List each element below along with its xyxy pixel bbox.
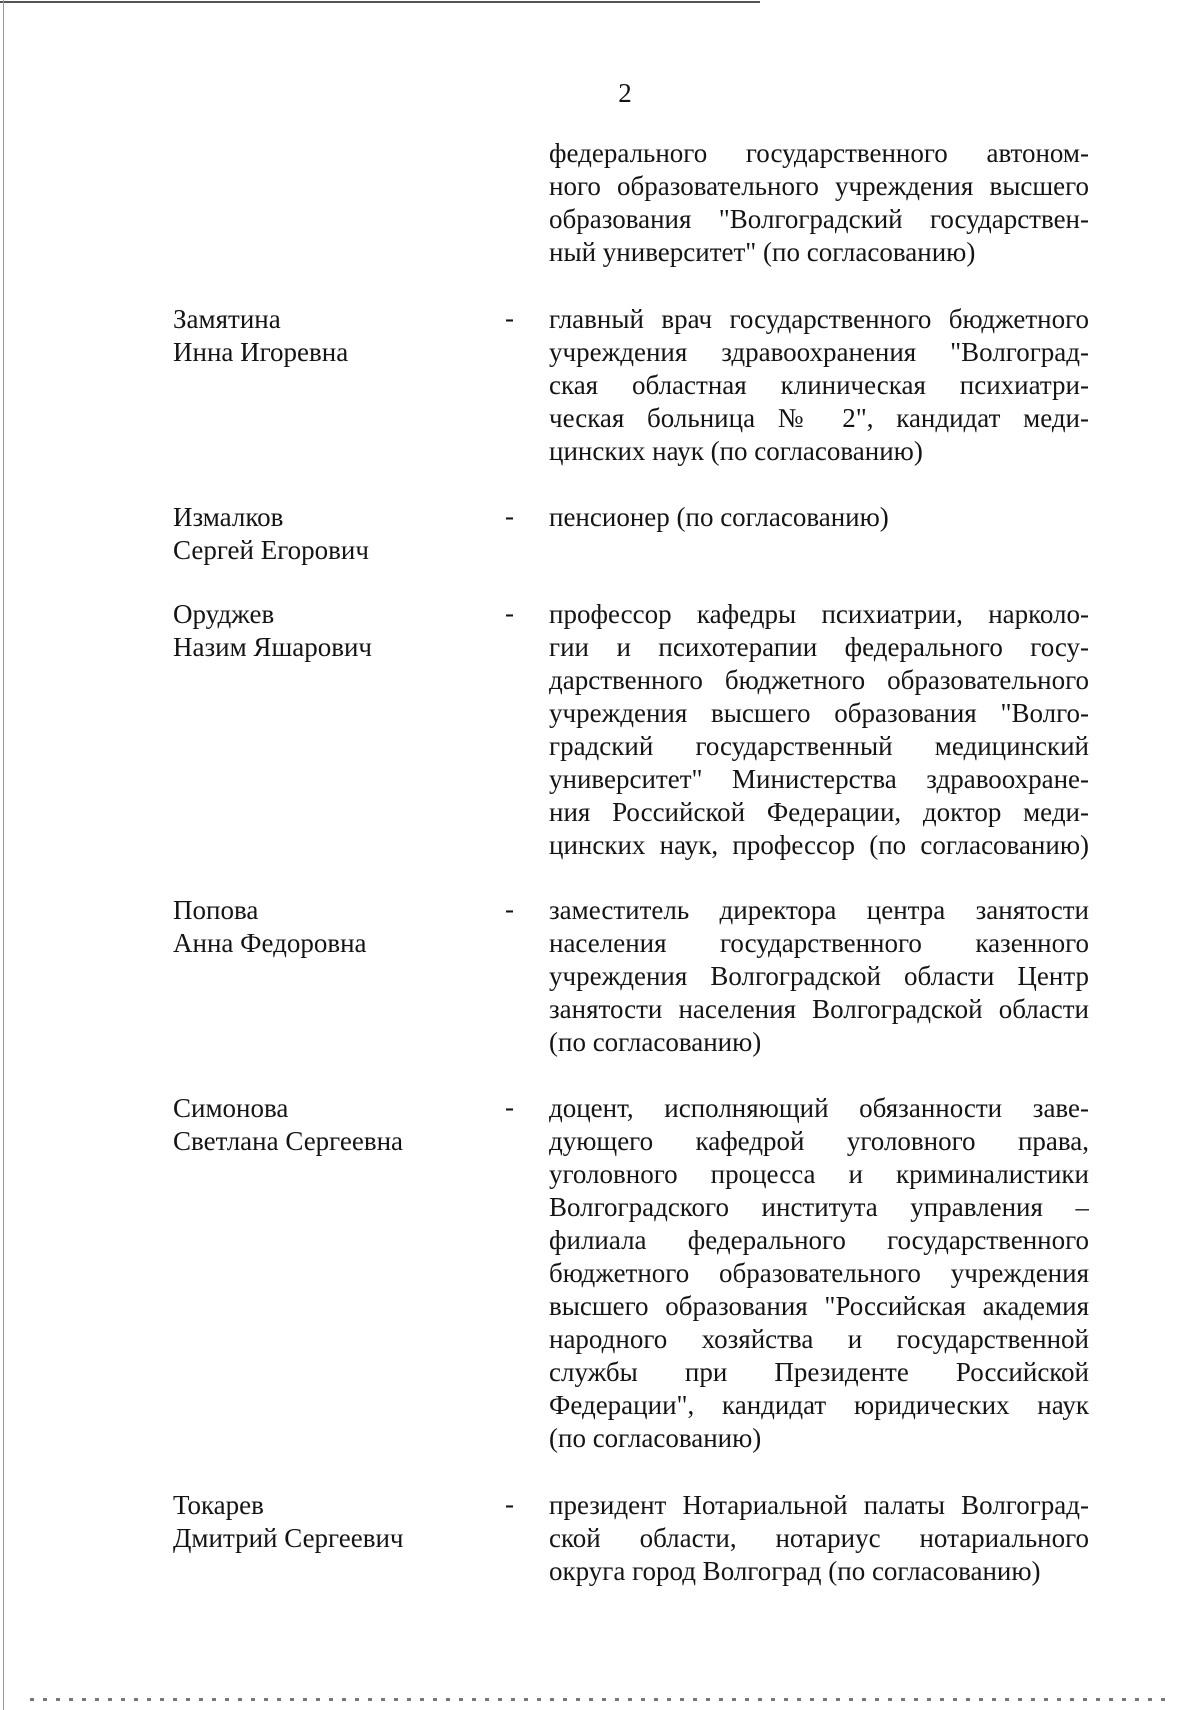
member-given-name: Дмитрий Сергеевич: [173, 1523, 404, 1553]
description-line: бюджетного образовательного учреждения: [549, 1258, 1089, 1288]
member-surname: Замятина: [173, 304, 281, 334]
member-given-name: Сергей Егорович: [173, 535, 369, 565]
description-line: гии и психотерапии федерального госу-: [549, 632, 1089, 662]
member-description: [549, 1489, 1089, 1588]
description-line: дующего кафедрой уголовного права,: [549, 1126, 1089, 1156]
description-line: ской области, нотариус нотариального: [549, 1523, 1089, 1553]
description-line: ния Российской Федерации, доктор меди-: [549, 797, 1089, 827]
member-description: [549, 598, 1089, 862]
description-line: заместитель директора центра занятости: [549, 895, 1089, 925]
description-line: Федерации", кандидат юридических наук: [549, 1390, 1089, 1420]
description-line: учреждения Волгоградской области Центр: [549, 961, 1089, 991]
dash-separator: -: [505, 1092, 514, 1122]
description-line: службы при Президенте Российской: [549, 1357, 1089, 1387]
member-description: [549, 894, 1089, 1059]
description-line: градский государственный медицинский: [549, 731, 1089, 761]
page-number: 2: [618, 78, 632, 108]
member-given-name: Назим Яшарович: [173, 632, 372, 662]
description-line: пенсионер (по согласованию): [549, 502, 889, 532]
description-line: уголовного процесса и криминалистики: [549, 1159, 1089, 1189]
description-line: населения государственного казенного: [549, 928, 1089, 958]
intro-description: [549, 137, 1089, 269]
dash-separator: -: [505, 894, 514, 924]
member-given-name: Светлана Сергеевна: [173, 1126, 404, 1156]
dash-separator: -: [505, 1489, 514, 1519]
description-line: ного образовательного учреждения высшего: [549, 171, 1089, 201]
description-line: цинских наук (по согласованию): [549, 436, 923, 466]
member-description: [549, 501, 1089, 534]
bottom-scan-artifact: [30, 1698, 1170, 1701]
dash-separator: -: [505, 598, 514, 628]
member-name: [173, 1092, 473, 1158]
description-line: доцент, исполняющий обязанности заве-: [549, 1093, 1089, 1123]
description-line: президент Нотариальной палаты Волгоград-: [549, 1490, 1089, 1520]
dash-separator: -: [505, 501, 514, 531]
description-line: Волгоградского института управления –: [549, 1192, 1089, 1222]
description-line: дарственного бюджетного образовательного: [549, 665, 1089, 695]
member-description: [549, 1092, 1089, 1455]
member-surname: Измалков: [173, 502, 284, 532]
description-line: университет" Министерства здравоохране-: [549, 764, 1089, 794]
description-line: образования "Волгоградский государствен-: [549, 204, 1089, 234]
member-name: [173, 894, 473, 960]
description-line: народного хозяйства и государственной: [549, 1324, 1089, 1354]
description-line: учреждения высшего образования "Волго-: [549, 698, 1089, 728]
description-line: учреждения здравоохранения "Волгоград-: [549, 337, 1089, 367]
member-given-name: Анна Федоровна: [173, 928, 367, 958]
description-line: высшего образования "Российская академия: [549, 1291, 1089, 1321]
description-line: ный университет" (по согласованию): [549, 237, 976, 267]
description-line: профессор кафедры психиатрии, нарколо-: [549, 599, 1089, 629]
top-border-line: [0, 1, 760, 3]
description-line: цинских наук, профессор (по согласованию): [549, 830, 1089, 860]
member-description: [549, 303, 1089, 468]
dash-separator: -: [505, 303, 514, 333]
member-name: [173, 303, 473, 369]
description-line: ская областная клиническая психиатри-: [549, 370, 1089, 400]
member-surname: Токарев: [173, 1490, 264, 1520]
member-name: [173, 1489, 473, 1555]
member-surname: Симонова: [173, 1093, 289, 1123]
member-surname: Оруджев: [173, 599, 275, 629]
description-line: (по согласованию): [549, 1423, 762, 1453]
member-name: [173, 501, 473, 567]
member-surname: Попова: [173, 895, 259, 925]
description-line: занятости населения Волгоградской области: [549, 994, 1089, 1024]
description-line: ческая больница № 2", кандидат меди-: [549, 403, 1089, 433]
description-line: главный врач государственного бюджетного: [549, 304, 1089, 334]
member-given-name: Инна Игоревна: [173, 337, 349, 367]
description-line: филиала федерального государственного: [549, 1225, 1089, 1255]
description-line: (по согласованию): [549, 1027, 762, 1057]
member-name: [173, 598, 473, 664]
description-line: округа город Волгоград (по согласованию): [549, 1556, 1041, 1586]
description-line: федерального государственного автоном-: [549, 138, 1089, 168]
left-border-line: [3, 0, 4, 1710]
